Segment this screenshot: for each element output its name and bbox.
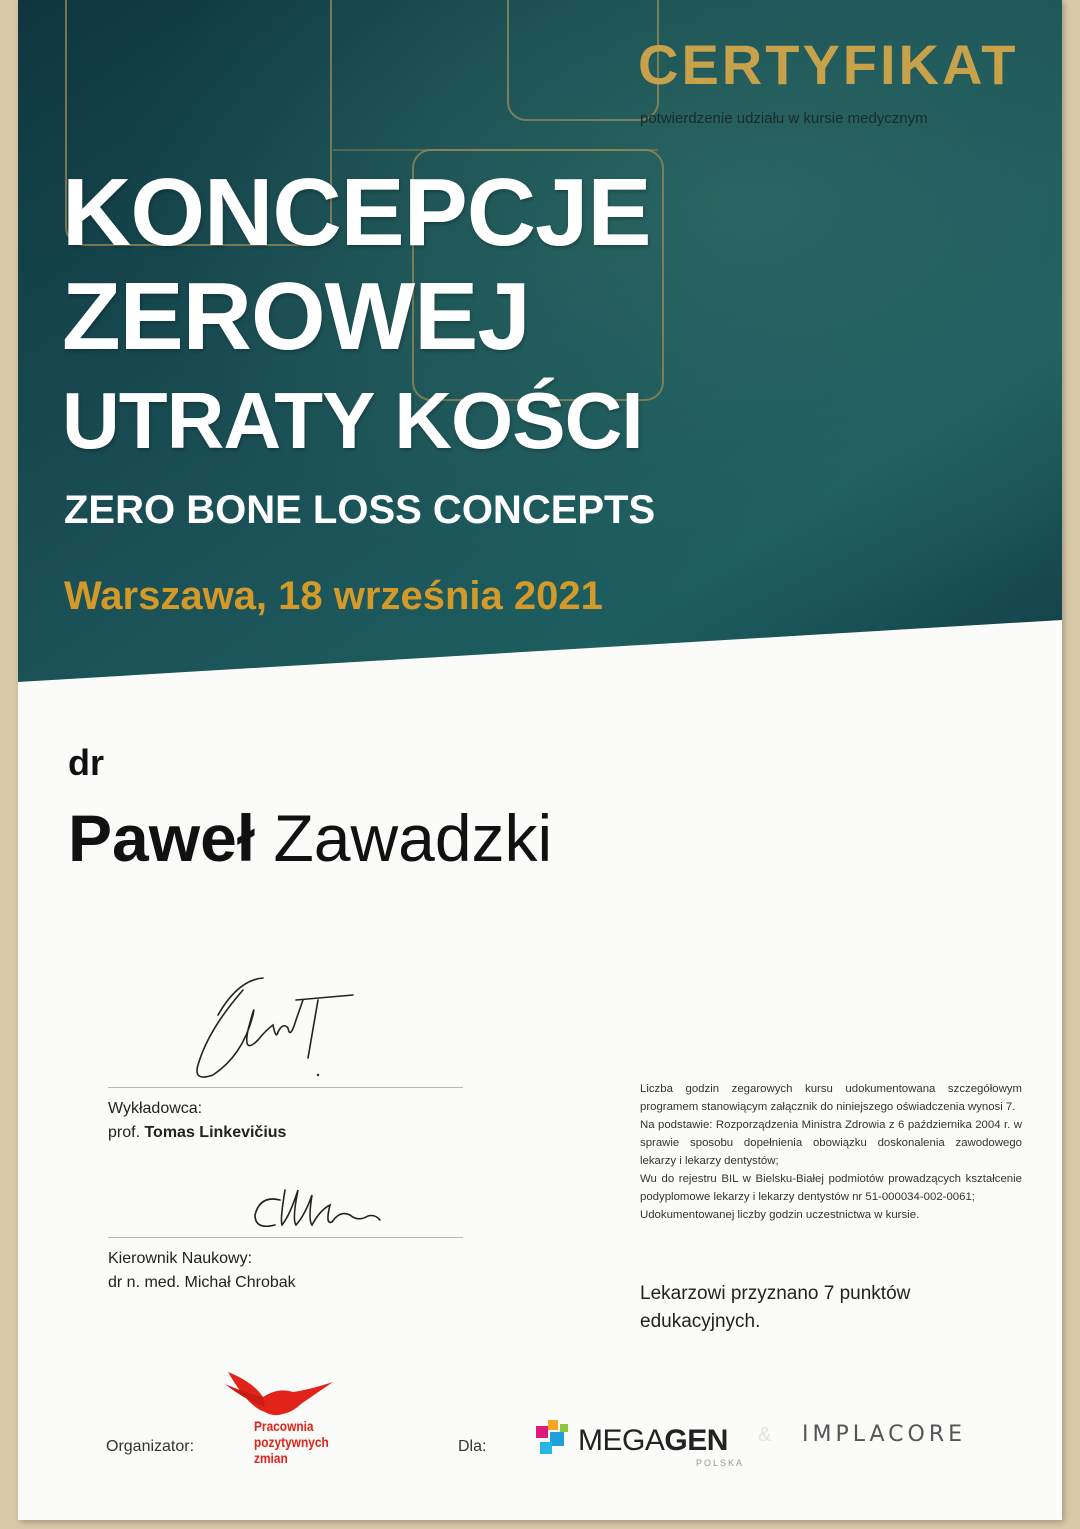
recipient-name: [68, 800, 552, 876]
course-place-date: Warszawa, 18 września 2021: [64, 574, 603, 618]
lecturer-signature-line: [108, 1087, 463, 1088]
course-title-line-1: KONCEPCJE: [62, 159, 651, 266]
course-title-english: ZERO BONE LOSS CONCEPTS: [64, 488, 656, 532]
implacore-logo: IMPLACORE: [802, 1422, 967, 1447]
recipient-first-name: Paweł: [68, 801, 256, 875]
megagen-gen: GEN: [664, 1424, 728, 1457]
lecturer-prefix: prof.: [108, 1124, 145, 1141]
lecturer-surname: Tomas Linkevičius: [144, 1124, 287, 1141]
megagen-country: POLSKA: [696, 1458, 745, 1468]
legal-paragraph: Na podstawie: Rozporządzenia Ministra Zdrowia z 6 października 2004 r. w sprawie sposobu dopełnienia obowiązku doskonalenia zawodowego lekarzy i lekarzy dentystów;: [640, 1119, 1022, 1167]
recipient-title: dr: [68, 742, 104, 783]
organizer-line-2: pozytywnych: [254, 1434, 329, 1450]
legal-notice: [640, 1080, 1022, 1224]
organizer-label: Organizator:: [106, 1438, 195, 1455]
legal-paragraph: Liczba godzin zegarowych kursu udokumentowana szczegółowym programem stanowiącym załącznik do niniejszego oświadczenia wynosi 7.: [640, 1083, 1022, 1113]
legal-paragraph: Wu do rejestru BIL w Bielsku-Białej podmiotów prowadzących kształcenie podyplomowe lekarzy i lekarzy dentystów nr 51-000034-002-0061;: [640, 1173, 1022, 1203]
lecturer-name: [108, 1124, 286, 1142]
scientific-director-name: [108, 1274, 296, 1292]
course-title-line-3: UTRATY KOŚCI: [62, 376, 643, 465]
legal-paragraph: Udokumentowanej liczby godzin uczestnictwa w kursie.: [640, 1209, 920, 1221]
scientific-director-surname: Michał Chrobak: [184, 1274, 296, 1291]
scientific-director-signature-line: [108, 1237, 463, 1238]
organizer-line-3: zmian: [254, 1450, 288, 1466]
organizer-logo-text: [254, 1418, 329, 1466]
scientific-director-prefix: dr n. med.: [108, 1274, 185, 1291]
megagen-mega: MEGA: [578, 1424, 665, 1457]
scientific-director-role: Kierownik Naukowy:: [108, 1250, 253, 1267]
recipient-last-name: Zawadzki: [273, 801, 553, 875]
lecturer-role: Wykładowca:: [108, 1100, 203, 1117]
lecturer-signature: [178, 970, 378, 1090]
for-label: Dla:: [458, 1438, 487, 1455]
megagen-squares-icon: [536, 1420, 574, 1458]
certificate-label: CERTYFIKAT: [638, 33, 1019, 96]
header-banner: [18, 0, 1062, 690]
certificate-subtitle: potwierdzenie udziału w kursie medycznym: [640, 110, 928, 127]
education-points: Lekarzowi przyznano 7 punktów edukacyjnych.: [640, 1283, 911, 1332]
megagen-wordmark: [578, 1424, 728, 1458]
certificate-sheet: [18, 0, 1062, 1520]
organizer-line-1: Pracownia: [254, 1418, 314, 1434]
sponsor-ampersand: &: [758, 1424, 772, 1446]
course-title-line-2: ZEROWEJ: [62, 263, 530, 370]
scientific-director-signature: [240, 1180, 410, 1240]
